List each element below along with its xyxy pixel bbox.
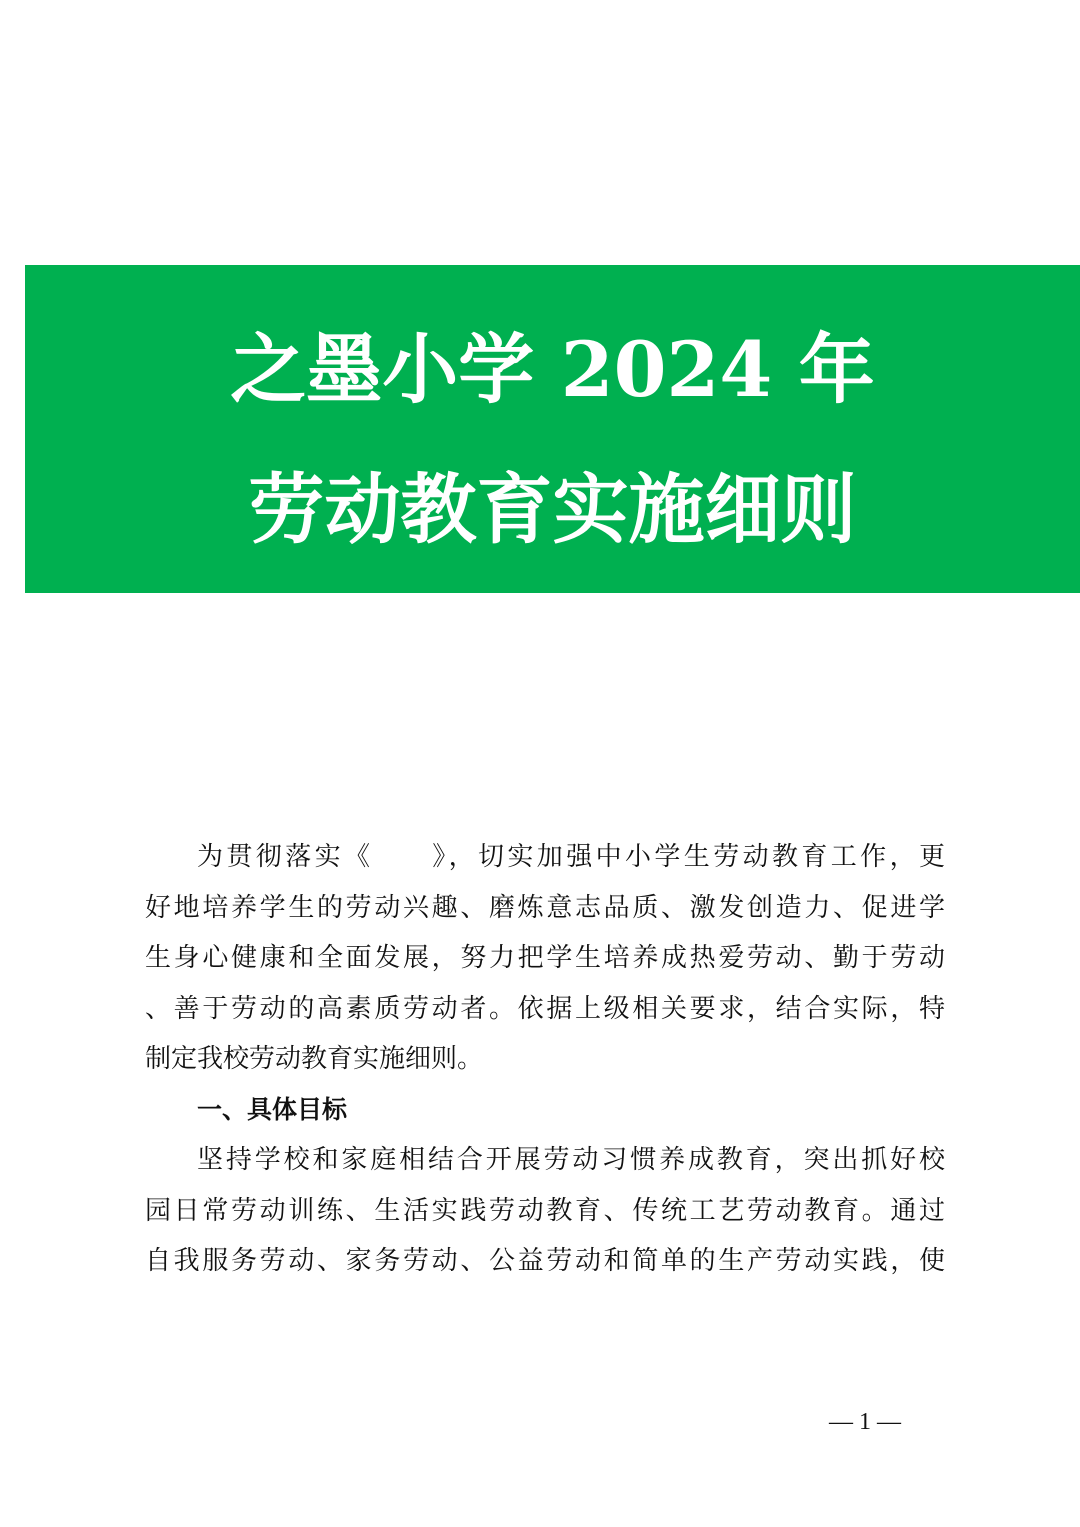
paragraph-line: 制定我校劳动教育实施细则。 [145, 1044, 484, 1074]
document-title-line-2: 劳动教育实施细则 [248, 465, 857, 554]
title-banner [25, 265, 1080, 593]
section-heading: 一、具体目标 [197, 1094, 348, 1124]
paragraph-line: 、善于劳动的高素质劳动者。依据上级相关要求，结合实际，特 [145, 993, 945, 1024]
paragraph-line: 坚持学校和家庭相结合开展劳动习惯养成教育，突出抓好校 [197, 1145, 945, 1175]
document-title-line-1: 之墨小学 2024 年 [230, 325, 875, 414]
paragraph-line: 好地培养学生的劳动兴趣、磨炼意志品质、激发创造力、促进学 [145, 892, 945, 923]
paragraph-line: 园日常劳动训练、生活实践劳动教育、传统工艺劳动教育。通过 [145, 1195, 945, 1226]
page-number: — 1 — [829, 1409, 901, 1435]
paragraph-line: 为贯彻落实《 》，切实加强中小学生劳动教育工作，更 [197, 842, 945, 872]
paragraph-line: 自我服务劳动、家务劳动、公益劳动和简单的生产劳动实践，使 [145, 1246, 945, 1276]
document-body [145, 832, 945, 1287]
paragraph-line: 生身心健康和全面发展，努力把学生培养成热爱劳动、勤于劳动 [145, 943, 945, 973]
